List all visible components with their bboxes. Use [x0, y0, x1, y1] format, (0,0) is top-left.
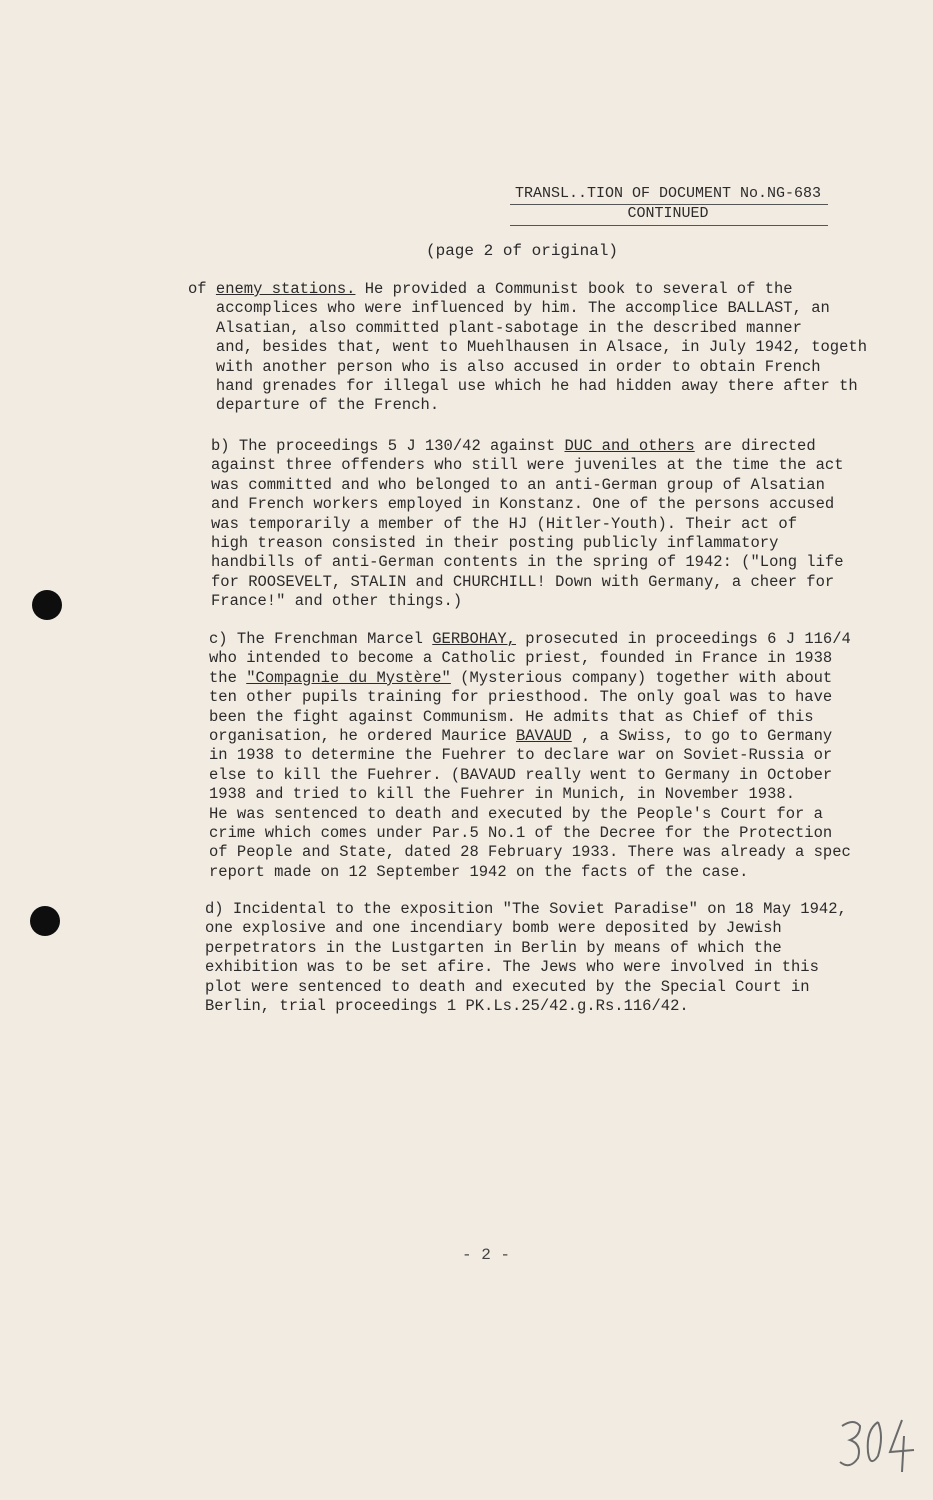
- text-segment: for ROOSEVELT, STALIN and CHURCHILL! Down with Germany, a cheer for: [211, 572, 835, 591]
- text-segment: perpetrators in the Lustgarten in Berlin by means of which the: [205, 938, 782, 957]
- text-line: [205, 939, 847, 958]
- text-segment: who intended to become a Catholic priest, founded in France in 1938: [209, 649, 833, 668]
- text-segment: of People and State, dated 28 February 1933. There was already a spec: [209, 843, 851, 862]
- text-segment: Alsatian, also committed plant-sabotage in the described manner: [188, 318, 802, 337]
- text-segment: handbills of anti-German contents in the spring of 1942: ("Long life: [211, 553, 844, 572]
- text-line: [211, 553, 844, 572]
- text-segment: one explosive and one incendiary bomb were deposited by Jewish: [205, 919, 782, 938]
- text-line: [209, 649, 851, 668]
- text-segment: France!" and other things.): [211, 592, 463, 611]
- text-line: [211, 573, 844, 592]
- underlined-text: "Compagnie du Mystère": [246, 668, 451, 687]
- text-segment: He was sentenced to death and executed by the People's Court for a: [209, 804, 823, 823]
- text-segment: with another person who is also accused in order to obtain French: [188, 357, 821, 376]
- underlined-text: enemy stations.: [215, 280, 356, 298]
- text-line: [205, 978, 847, 997]
- text-segment: and, besides that, went to Muehlhausen in Alsace, in July 1942, togeth: [188, 338, 868, 357]
- text-segment: ten other pupils training for priesthood. The only goal was to have: [209, 688, 833, 707]
- text-line: [188, 358, 867, 377]
- underlined-text: BAVAUD: [515, 727, 572, 746]
- text-segment: in 1938 to determine the Fuehrer to declare war on Soviet-Russia or: [209, 746, 833, 765]
- text-line: [205, 958, 847, 977]
- text-segment: was temporarily a member of the HJ (Hitler-Youth). Their act of: [211, 514, 797, 533]
- text-segment: c) The Frenchman Marcel: [209, 630, 433, 648]
- text-segment: been the fight against Communism. He admits that as Chief of this: [209, 707, 814, 726]
- text-line: [211, 476, 844, 495]
- text-line: [205, 900, 847, 919]
- text-segment: b) The proceedings 5 J 130/42 against: [211, 437, 565, 455]
- punch-hole-top: [32, 590, 62, 620]
- text-segment: crime which comes under Par.5 No.1 of the Decree for the Protection: [209, 824, 833, 843]
- text-segment: exhibition was to be set afire. The Jews who were involved in this: [205, 958, 819, 977]
- text-line: [209, 727, 851, 746]
- text-line: [205, 919, 847, 938]
- text-segment: departure of the French.: [188, 396, 440, 415]
- text-segment: hand grenades for illegal use which he had hidden away there after th: [188, 377, 858, 396]
- text-line: [205, 997, 847, 1016]
- text-line: [211, 437, 844, 456]
- text-line: [188, 299, 867, 318]
- underlined-text: GERBOHAY,: [432, 630, 516, 648]
- text-line: [209, 630, 851, 649]
- text-segment: was committed and who belonged to an anti-German group of Alsatian: [211, 475, 825, 494]
- text-segment: 1938 and tried to kill the Fuehrer in Munich, in November 1938.: [209, 785, 795, 804]
- text-line: [211, 592, 844, 611]
- header-title: TRANSL..TION OF DOCUMENT No.NG-683: [514, 185, 822, 202]
- text-line: [211, 456, 844, 475]
- text-line: [209, 669, 851, 688]
- text-line: [209, 824, 851, 843]
- paragraph-a: [188, 280, 867, 416]
- text-segment: d) Incidental to the exposition "The Soviet Paradise" on 18 May 1942,: [205, 900, 847, 918]
- text-line: [211, 534, 844, 553]
- text-line: [209, 746, 851, 765]
- text-line: [211, 515, 844, 534]
- text-segment: of: [188, 280, 216, 298]
- text-segment: against three offenders who still were juveniles at the time the act: [211, 456, 844, 475]
- text-segment: accomplices who were influenced by him. The accomplice BALLAST, an: [188, 299, 830, 318]
- paragraph-d: [205, 900, 847, 1016]
- text-segment: are directed: [694, 437, 816, 455]
- document-header: [508, 184, 828, 224]
- page-reference: (page 2 of original): [426, 242, 619, 260]
- text-line: [188, 396, 867, 415]
- page-number: - 2 -: [462, 1246, 511, 1264]
- punch-hole-bottom: [30, 906, 60, 936]
- text-segment: organisation, he ordered Maurice: [209, 727, 516, 746]
- text-line: [209, 766, 851, 785]
- text-line: [209, 805, 851, 824]
- text-line: [209, 688, 851, 707]
- text-segment: the: [209, 668, 247, 687]
- text-line: [211, 495, 844, 514]
- header-rule-top: [510, 204, 828, 205]
- text-line: [188, 377, 867, 396]
- text-line: [209, 863, 851, 882]
- text-line: [209, 843, 851, 862]
- text-segment: , a Swiss, to go to Germany: [571, 727, 833, 746]
- text-segment: report made on 12 September 1942 on the facts of the case.: [209, 862, 749, 881]
- underlined-text: DUC and others: [564, 437, 695, 455]
- header-continued: CONTINUED: [627, 205, 709, 222]
- text-segment: He provided a Communist book to several of the: [355, 280, 793, 298]
- text-line: [188, 280, 867, 299]
- text-line: [209, 708, 851, 727]
- text-segment: prosecuted in proceedings 6 J 116/4: [515, 630, 851, 648]
- paragraph-c: [209, 630, 851, 882]
- text-segment: plot were sentenced to death and executed by the Special Court in: [205, 977, 810, 996]
- header-rule-bottom: [510, 225, 828, 226]
- paragraph-b: [211, 437, 844, 612]
- text-segment: else to kill the Fuehrer. (BAVAUD really went to Germany in October: [209, 765, 833, 784]
- handwritten-page-number: [838, 1416, 918, 1476]
- text-segment: high treason consisted in their posting publicly inflammatory: [211, 534, 779, 553]
- text-line: [188, 319, 867, 338]
- text-line: [188, 338, 867, 357]
- text-line: [209, 785, 851, 804]
- text-segment: and French workers employed in Konstanz. One of the persons accused: [211, 495, 835, 514]
- text-segment: (Mysterious company) together with about: [450, 668, 833, 687]
- text-segment: Berlin, trial proceedings 1 PK.Ls.25/42.g.Rs.116/42.: [205, 997, 689, 1016]
